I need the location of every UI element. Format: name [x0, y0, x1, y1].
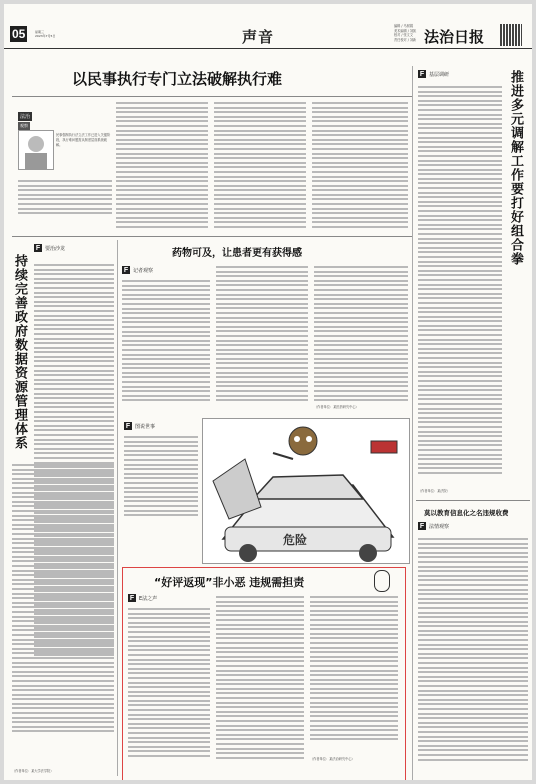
- center-headline: 药物可及，让患者更有获得感: [172, 248, 302, 259]
- page-header: [4, 4, 532, 49]
- portrait-illustration: [18, 130, 54, 170]
- boxed-headline: “好评返现”非小恶 违规需担责: [154, 576, 305, 589]
- right-bottom-article: [418, 538, 528, 768]
- picture-comment-text: [124, 436, 198, 536]
- right-article-text: [418, 86, 502, 486]
- left-vertical-headline: 持续完善政府数据资源管理体系: [12, 254, 27, 450]
- left-column-tag: F 要治沙龙: [35, 244, 66, 252]
- divider: [12, 236, 412, 237]
- divider: [12, 96, 412, 97]
- column-rule: [117, 240, 118, 776]
- boxed-article-col1: [128, 608, 210, 766]
- divider: [416, 500, 530, 501]
- right-tag: F 基层调研: [419, 70, 450, 78]
- section-title: 声音: [242, 28, 275, 46]
- date-block: 星期三 2023年7月5日: [35, 30, 56, 38]
- picture-tag: F 图说世事: [125, 422, 156, 430]
- f-badge-icon: F: [129, 594, 135, 602]
- cartoon-caption: 危险: [283, 533, 308, 547]
- editor-credits: 编辑 / 马树娟 美术编辑 / 刘凯 校对 / 张文文 责任校对 / 刘新: [394, 24, 417, 42]
- main-intro: 民事强制执行法立法工作已进入关键阶段，执行难问题需从制度层面系统破解。: [56, 133, 111, 147]
- main-article-col1: [18, 180, 112, 220]
- center-article-col2: [216, 266, 308, 408]
- center-tag: F 记者观察: [123, 266, 154, 274]
- law-observe-tag: 法治: [20, 114, 31, 120]
- f-badge-icon: F: [419, 70, 425, 78]
- center-article-col3: [314, 266, 408, 408]
- mouse-icon: [374, 570, 390, 592]
- main-article-col3: [214, 102, 306, 232]
- qr-code-icon: [500, 24, 522, 46]
- right-small-headline: 莫以教育信息化之名违规收费: [424, 509, 509, 517]
- center-bottom-note: （作者单位：某医药研究中心）: [314, 405, 359, 409]
- law-observe-sub: 观察: [20, 123, 28, 128]
- boxed-article-col3: [310, 596, 398, 746]
- right-bottom-tag: F 法情观察: [419, 522, 450, 530]
- left-bottom-note: （作者单位：某大学法学院）: [12, 769, 54, 773]
- boxed-article-col2: [216, 596, 304, 766]
- center-article-col1: [122, 280, 210, 408]
- newspaper-page: [4, 4, 532, 780]
- f-badge-icon: F: [419, 522, 425, 530]
- main-article-col4: [312, 102, 408, 232]
- f-badge-icon: F: [123, 266, 129, 274]
- page-number: 05: [12, 27, 26, 41]
- boxed-bottom-note: （作者单位：某法治研究中心）: [310, 757, 355, 761]
- left-article-text-2: [12, 464, 114, 764]
- masthead-logo: 法治日报: [424, 28, 485, 46]
- cartoon-illustration: [202, 418, 410, 564]
- boxed-tag: F E法之声: [129, 594, 158, 602]
- main-headline: 以民事执行专门立法破解执行难: [72, 70, 283, 88]
- f-badge-icon: F: [35, 244, 41, 252]
- main-article-col2: [116, 102, 208, 232]
- f-badge-icon: F: [125, 422, 131, 430]
- right-bottom-note: （作者单位：某法院）: [418, 489, 450, 493]
- column-rule: [412, 66, 413, 780]
- right-vertical-headline: 推进多元调解工作要打好组合拳: [508, 70, 523, 266]
